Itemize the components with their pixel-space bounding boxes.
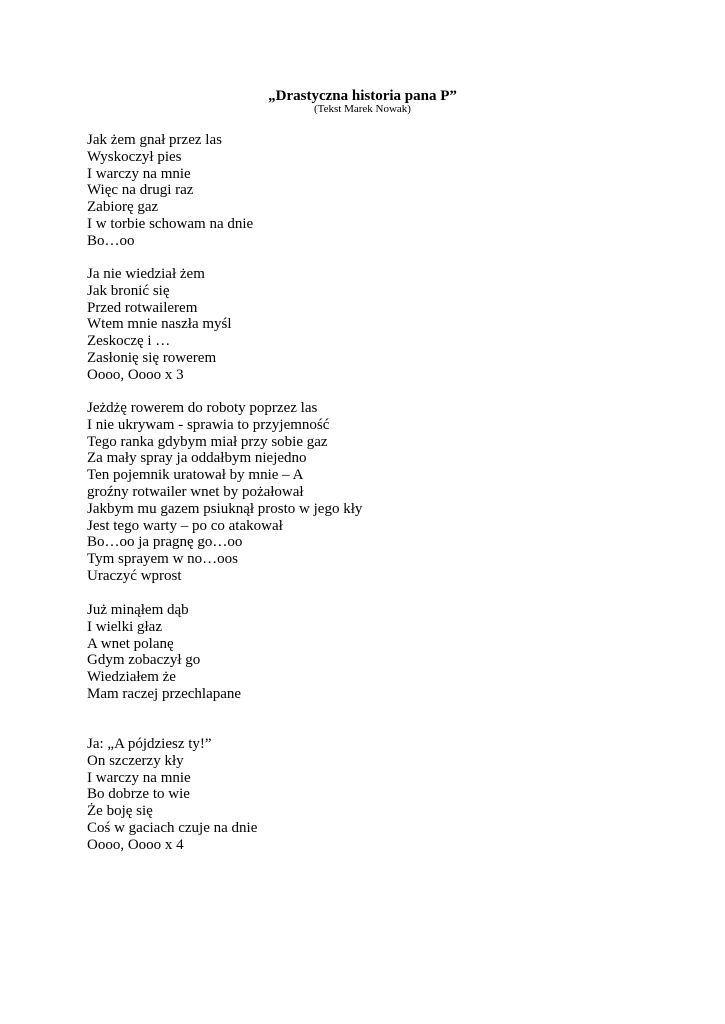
verse-line: Jest tego warty – po co atakował (87, 517, 283, 534)
verse-line: Więc na drugi raz (87, 182, 194, 199)
verse-line: On szczerzy kły (87, 752, 184, 769)
verse-line: Oooo, Oooo x 4 (87, 836, 184, 853)
verse-line: Ja nie wiedział żem (87, 266, 205, 282)
verse-line: Jakbym mu gazem psiuknął prosto w jego kły (87, 500, 363, 517)
verse-line: groźny rotwailer wnet by pożałował (87, 483, 304, 500)
document-title: „Drastyczna historia pana P” (268, 88, 457, 104)
verse-line: Ten pojemnik uratował by mnie – A (87, 467, 304, 484)
verse-line: Bo dobrze to wie (87, 786, 190, 803)
verse-line: I wielki głaz (87, 618, 162, 635)
verse-line: Zeskoczę i … (87, 333, 171, 350)
verse-line: Bo…oo (87, 232, 135, 249)
verse-line: Uraczyć wprost (87, 567, 182, 584)
verse-line: Gdym zobaczył go (87, 652, 201, 669)
verse-line: Jak żem gnał przez las (87, 132, 222, 148)
verse-line: Już minąłem dąb (87, 602, 189, 618)
verse-line: Przed rotwailerem (87, 299, 198, 316)
verse-line: Coś w gaciach czuje na dnie (87, 819, 258, 836)
stanza-2 (87, 266, 687, 384)
verse-line: I nie ukrywam - sprawia to przyjemność (87, 416, 330, 433)
verse-line: I warczy na mnie (87, 165, 191, 182)
stanza-1 (87, 132, 687, 250)
verse-line: Że boję się (87, 803, 153, 820)
verse-line: I warczy na mnie (87, 769, 191, 786)
verse-line: Jak bronić się (87, 282, 170, 299)
verse-line: Wiedziałem że (87, 669, 176, 686)
verse-line: I w torbie schowam na dnie (87, 215, 254, 232)
verse-line: Za mały spray ja oddałbym niejedno (87, 450, 307, 467)
stanza-5 (87, 736, 687, 854)
verse-line: Bo…oo ja pragnę go…oo (87, 534, 243, 551)
verse-line: Zabiorę gaz (87, 199, 159, 216)
verse-line: Tym sprayem w no…oos (87, 551, 239, 568)
stanza-4 (87, 602, 687, 703)
verse-line: Oooo, Oooo x 3 (87, 366, 184, 383)
verse-line: Wyskoczył pies (87, 148, 182, 165)
verse-line: Tego ranka gdybym miał przy sobie gaz (87, 433, 328, 450)
stanza-3 (87, 400, 687, 585)
verse-line: A wnet polanę (87, 635, 174, 652)
verse-line: Mam raczej przechlapane (87, 685, 242, 702)
verse-line: Wtem mnie naszła myśl (87, 316, 232, 333)
document-subtitle: (Tekst Marek Nowak) (314, 103, 411, 115)
verse-line: Zasłonię się rowerem (87, 349, 217, 366)
verse-line: Ja: „A pójdziesz ty!” (87, 736, 212, 752)
verse-line: Jeżdżę rowerem do roboty poprzez las (87, 400, 318, 416)
